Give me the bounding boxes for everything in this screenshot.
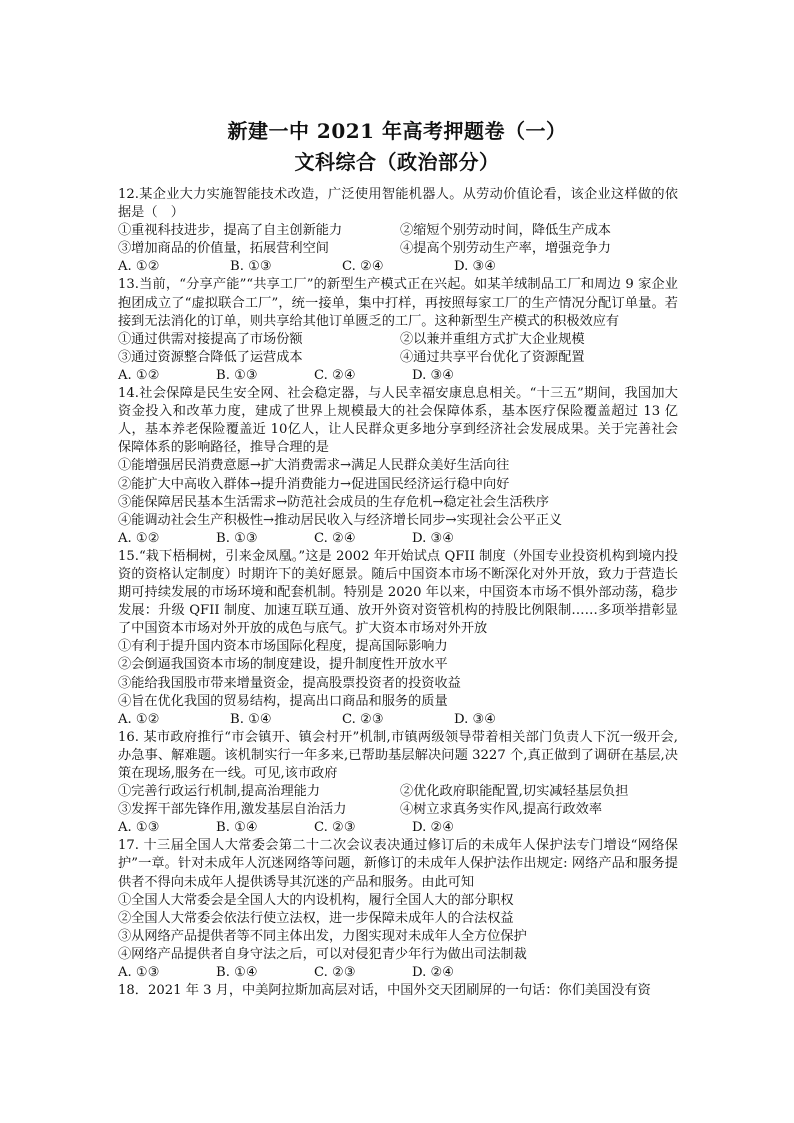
choice-b: B. ①③ bbox=[216, 530, 258, 546]
choice-a: A. ①② bbox=[118, 530, 160, 546]
option-item: ④通过共享平台优化了资源配置 bbox=[400, 349, 585, 365]
option-item: ①通过供需对接提高了市场份额 bbox=[118, 331, 303, 347]
choice-b: B. ①④ bbox=[216, 820, 258, 836]
page-title: 新建一中 2021 年高考押题卷（一） bbox=[227, 119, 567, 143]
question-stem: 13.当前，“分享产能”“共享工厂”的新型生产模式正在兴起。如某羊绒制品工厂和周边 9 家企业抱团成立了“虚拟联合工厂”，统一接单，集中打样，再按照每家工厂的生产情况分配订单量。若接到无法消化的订单，则共享给其他订单匮乏的工厂。这种新型生产模式的积极效应有 bbox=[118, 277, 678, 329]
option-item: ②全国人大常委会依法行使立法权，进一步保障未成年人的合法权益 bbox=[118, 910, 514, 926]
choice-d: D. ②④ bbox=[412, 965, 455, 981]
question-13 bbox=[118, 276, 678, 385]
choice-c: C. ②④ bbox=[314, 367, 356, 383]
choice-d: D. ③④ bbox=[454, 711, 497, 727]
question-stem: 14.社会保障是民生安全网、社会稳定器，与人民幸福安康息息相关。“十三五”期间，我国加大资金投入和改革力度，建成了世界上规模最大的社会保障体系，基本医疗保险覆盖超过 13 亿人，基本养老保险覆盖近 10亿人，让人民群众更多地分享到经济社会发展成果。关于完善社会保障体系的影响路径，推导合理的是 bbox=[118, 386, 678, 456]
option-list bbox=[118, 222, 678, 258]
choice-b: B. ①④ bbox=[216, 965, 258, 981]
question-12 bbox=[118, 186, 678, 276]
answer-choices bbox=[118, 819, 678, 837]
question-stem: 15.“栽下梧桐树，引来金凤凰。”这是 2002 年开始试点 QFII 制度（外国专业投资机构到境内投资的资格认定制度）时期许下的美好愿景。随后中国资本市场不断深化对外开放，致力于营造长期可持续发展的市场环境和配套机制。特别是 2020 年以来，中国资本市场不惧外部动荡，稳步发展：升级 QFII 制度、加速互联互通、放开外资对资管机构的持股比例限制……多项举措彰显了中国资本市场对外开放的成色与底气。扩大资本市场对外开放 bbox=[118, 548, 678, 637]
choice-d: D. ②④ bbox=[412, 820, 455, 836]
choice-a: A. ①③ bbox=[118, 965, 160, 981]
option-item: ④能调动社会生产积极性→推动居民收入与经济增长同步→实现社会公平正义 bbox=[118, 512, 563, 528]
option-list bbox=[118, 331, 678, 367]
option-item: ①全国人大常委会是全国人大的内设机构，履行全国人大的部分职权 bbox=[118, 892, 514, 908]
option-item: ②以兼并重组方式扩大企业规模 bbox=[400, 331, 585, 347]
title-block bbox=[0, 117, 794, 176]
option-list bbox=[118, 783, 678, 819]
choice-b: B. ①③ bbox=[216, 367, 258, 383]
answer-choices bbox=[118, 367, 678, 385]
option-item: ③发挥干部先锋作用,激发基层自治活力 bbox=[118, 802, 347, 818]
option-item: ①有利于提升国内资本市场国际化程度，提高国际影响力 bbox=[118, 639, 448, 655]
option-item: ④树立求真务实作风,提高行政效率 bbox=[400, 802, 603, 818]
choice-c: C. ②③ bbox=[314, 965, 356, 981]
option-item: ②能扩大中高收入群体→提升消费能力→促进国民经济运行稳中向好 bbox=[118, 476, 510, 492]
page-subtitle: 文科综合（政治部分） bbox=[294, 150, 500, 174]
option-item: ①能增强居民消费意愿→扩大消费需求→满足人民群众美好生活向往 bbox=[118, 458, 510, 474]
choice-a: A. ①② bbox=[118, 367, 160, 383]
choice-c: C. ②③ bbox=[342, 711, 384, 727]
choice-c: C. ②③ bbox=[314, 820, 356, 836]
choice-a: A. ①③ bbox=[118, 820, 160, 836]
question-stem: 18．2021 年 3 月，中美阿拉斯加高层对话，中国外交天团刷屏的一句话：你们美国没有资 bbox=[118, 983, 651, 999]
question-stem: 12.某企业大力实施智能技术改造，广泛使用智能机器人。从劳动价值论看，该企业这样做的依据是（ ） bbox=[118, 187, 678, 221]
question-15 bbox=[118, 548, 678, 729]
answer-choices bbox=[118, 964, 678, 982]
option-item: ②会倒逼我国资本市场的制度建设，提升制度性开放水平 bbox=[118, 657, 448, 673]
option-item: ①重视科技进步，提高了自主创新能力 bbox=[118, 223, 343, 239]
answer-choices bbox=[118, 258, 678, 276]
choice-a: A. ①② bbox=[118, 711, 160, 727]
choice-c: C. ②④ bbox=[314, 530, 356, 546]
choice-d: D. ③④ bbox=[454, 259, 497, 275]
question-14 bbox=[118, 385, 678, 548]
option-item: ③能给我国股市带来增量资金，提高股票投资者的投资收益 bbox=[118, 675, 461, 691]
option-item: ①完善行政运行机制,提高治理能力 bbox=[118, 784, 321, 800]
option-item: ③能保障居民基本生活需求→防范社会成员的生存危机→稳定社会生活秩序 bbox=[118, 494, 549, 510]
choice-c: C. ②④ bbox=[342, 259, 384, 275]
choice-d: D. ③④ bbox=[412, 367, 455, 383]
choice-a: A. ①② bbox=[118, 259, 160, 275]
choice-b: B. ①③ bbox=[230, 259, 272, 275]
option-item: ④网络产品提供者自身守法之后，可以对侵犯青少年行为做出司法制裁 bbox=[118, 946, 527, 962]
option-item: ②缩短个别劳动时间，降低生产成本 bbox=[400, 223, 611, 239]
questions-content bbox=[118, 186, 678, 1000]
choice-d: D. ③④ bbox=[412, 530, 455, 546]
question-18 bbox=[118, 982, 678, 1000]
question-17 bbox=[118, 837, 678, 982]
choice-b: B. ①④ bbox=[230, 711, 272, 727]
option-item: ③通过资源整合降低了运营成本 bbox=[118, 349, 303, 365]
answer-choices bbox=[118, 530, 678, 548]
question-stem: 16. 某市政府推行“市会镇开、镇会村开”机制,市镇两级领导带着相关部门负责人下沉一级开会,办急事、解难题。该机制实行一年多来,已帮助基层解决问题 3227 个,真正做到了调研在基层,决策在现场,服务在一线。可见,该市政府 bbox=[118, 729, 678, 781]
option-item: ③增加商品的价值量，拓展营利空间 bbox=[118, 241, 329, 257]
answer-choices bbox=[118, 711, 678, 729]
question-16 bbox=[118, 729, 678, 838]
question-stem: 17. 十三届全国人大常委会第二十二次会议表决通过修订后的未成年人保护法专门增设“网络保护”一章。针对未成年人沉迷网络等问题，新修订的未成年人保护法作出规定: 网络产品和服务提供者不得向未成年人提供诱导其沉迷的产品和服务。由此可知 bbox=[118, 838, 678, 890]
option-item: ④提高个别劳动生产率，增强竞争力 bbox=[400, 241, 611, 257]
option-item: ③从网络产品提供者等不同主体出发，力图实现对未成年人全方位保护 bbox=[118, 928, 527, 944]
option-item: ④旨在优化我国的贸易结构，提高出口商品和服务的质量 bbox=[118, 693, 448, 709]
option-item: ②优化政府职能配置,切实减轻基层负担 bbox=[400, 784, 629, 800]
